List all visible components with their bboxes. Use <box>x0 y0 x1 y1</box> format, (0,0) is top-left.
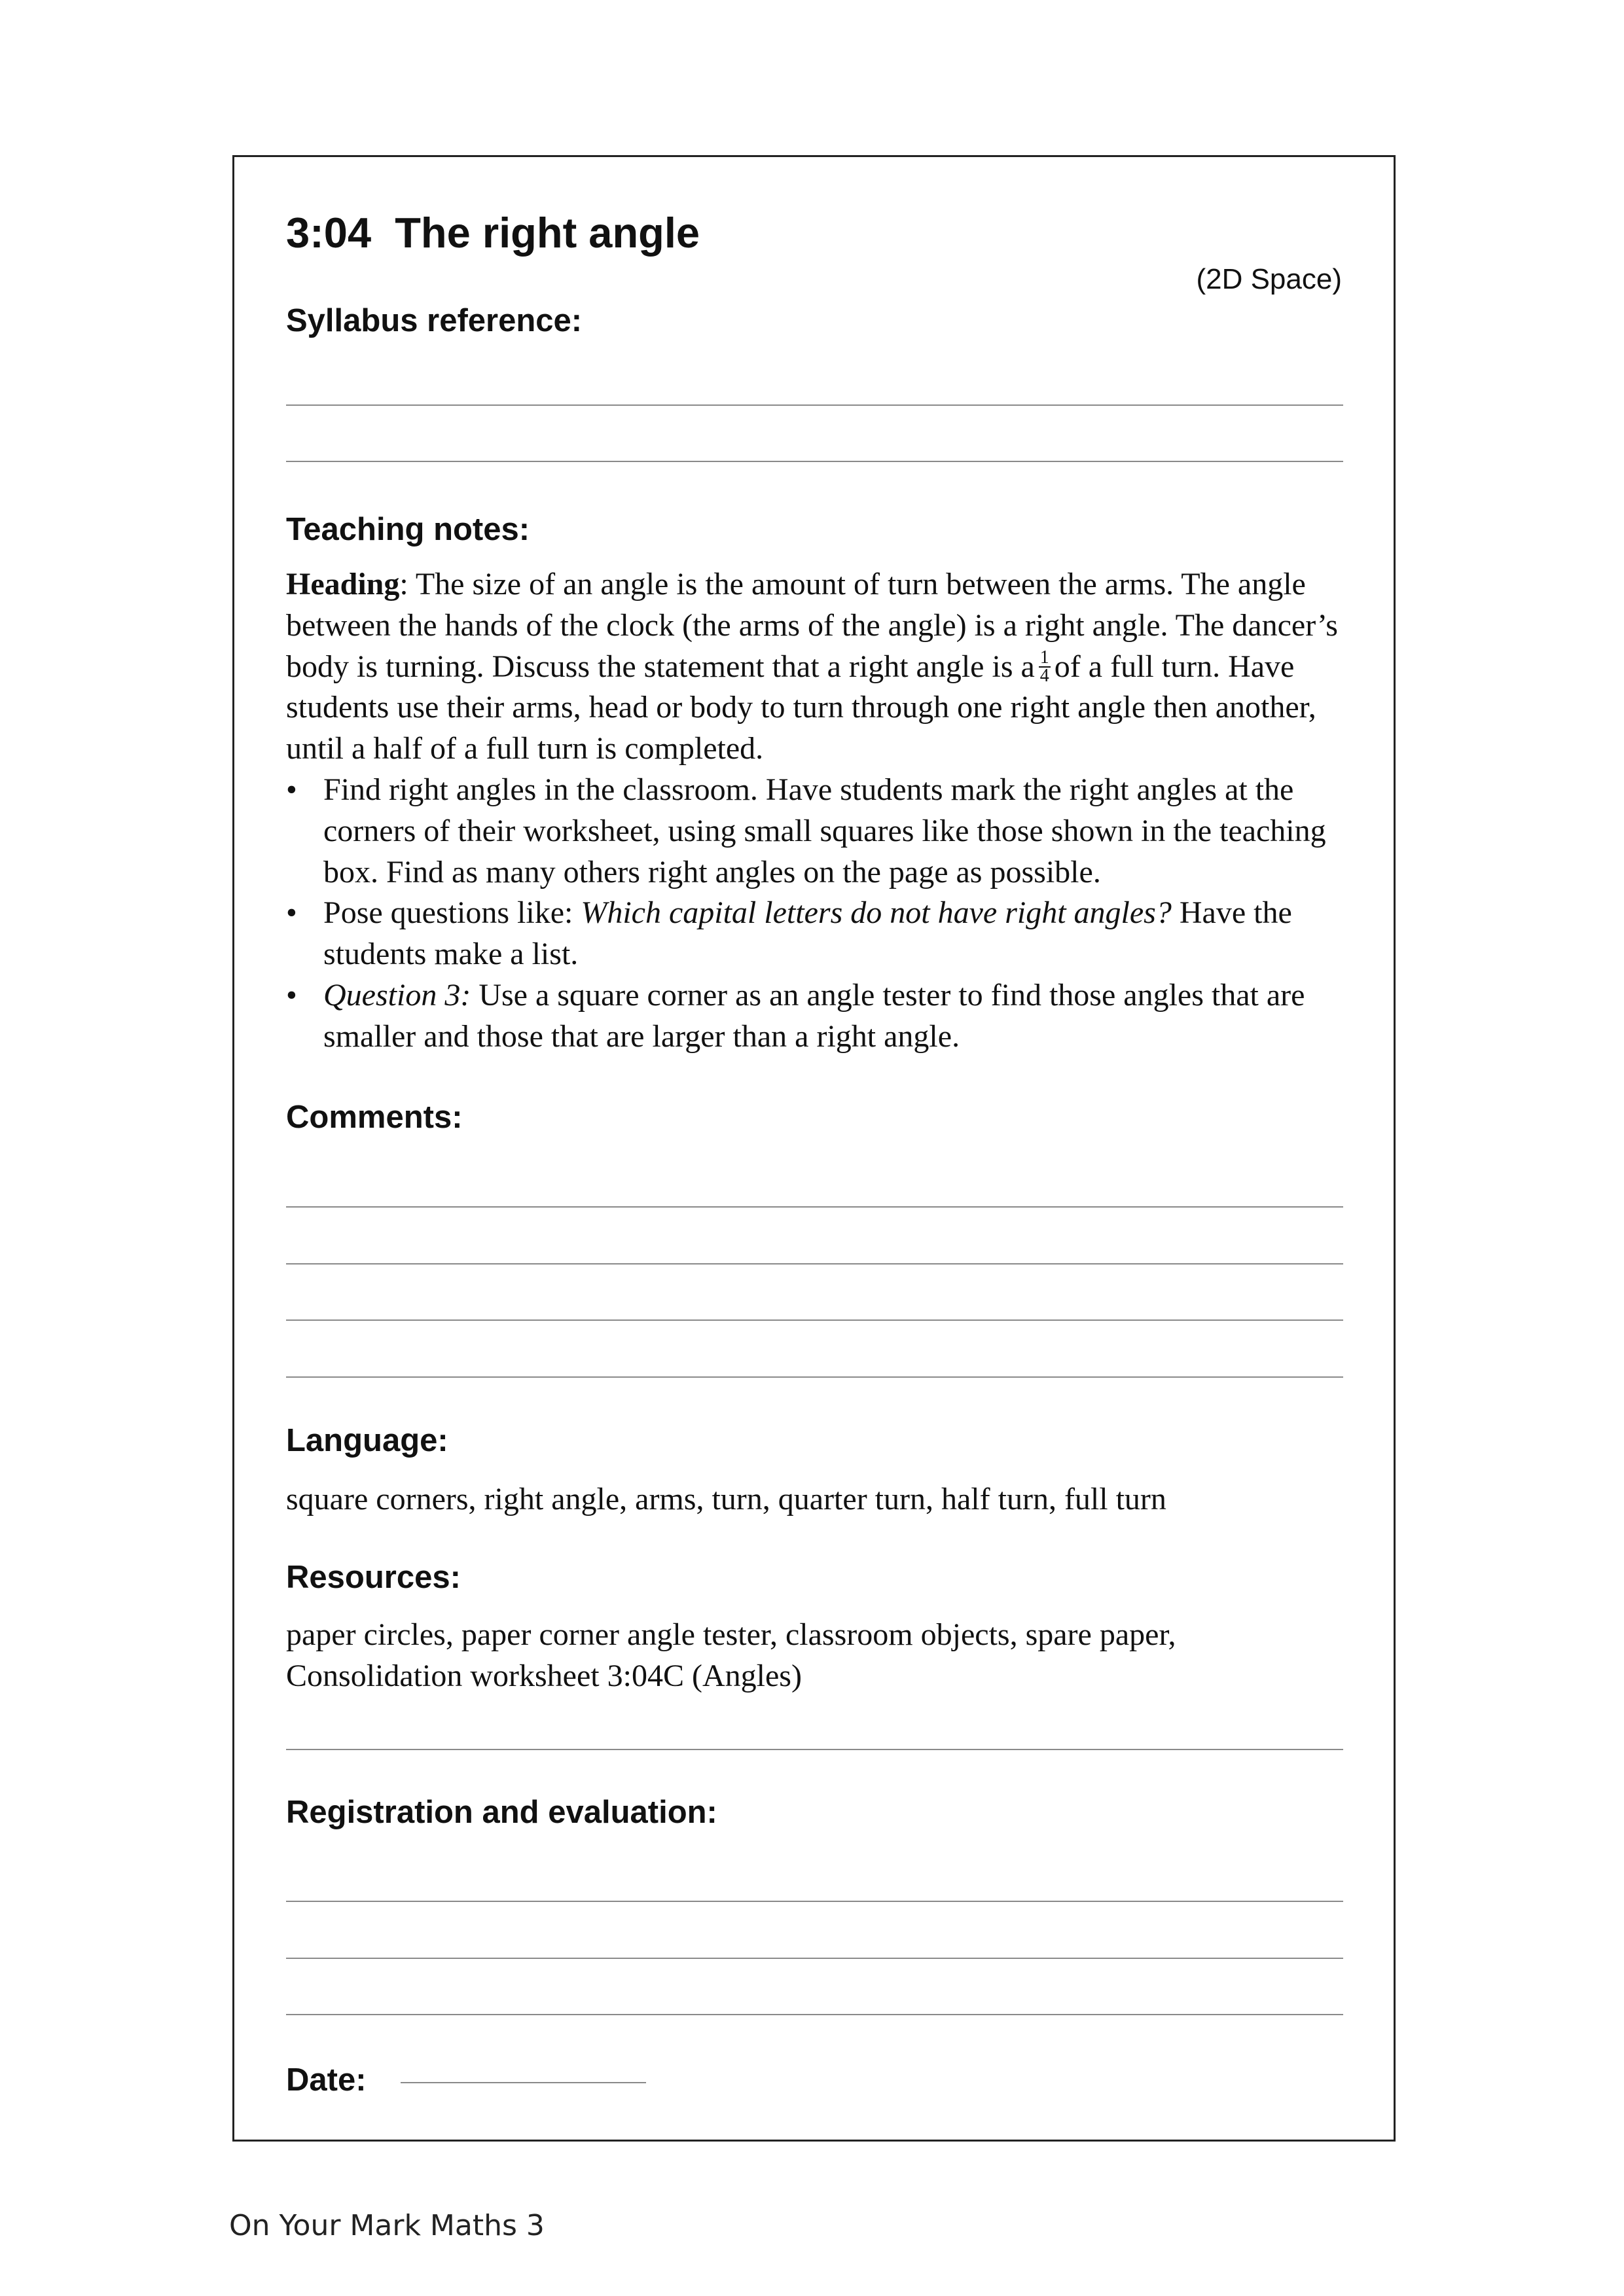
registration-line-1[interactable] <box>286 1901 1343 1902</box>
teaching-notes-heading: Teaching notes: <box>286 512 530 547</box>
registration-line-2[interactable] <box>286 1958 1343 1959</box>
heading-label: Heading <box>286 567 400 601</box>
teaching-paragraph <box>286 564 1346 770</box>
registration-line-3[interactable] <box>286 2014 1343 2015</box>
fraction-numerator: 1 <box>1039 647 1049 668</box>
page-frame <box>232 155 1396 2142</box>
syllabus-heading: Syllabus reference: <box>286 303 583 338</box>
bullet-item <box>286 893 1346 975</box>
bullet-text: Have the students make a list. <box>323 895 1292 972</box>
comments-line-3[interactable] <box>286 1319 1343 1321</box>
bullet-item <box>286 975 1346 1058</box>
resources-heading: Resources: <box>286 1560 461 1595</box>
topic-label: (2D Space) <box>1196 263 1342 295</box>
fraction-denominator: 4 <box>1039 665 1049 686</box>
question-reference: Question 3: <box>323 977 471 1013</box>
comments-line-1[interactable] <box>286 1206 1343 1208</box>
language-heading: Language: <box>286 1423 448 1458</box>
registration-heading: Registration and evaluation: <box>286 1795 717 1830</box>
language-text: square corners, right angle, arms, turn, quarter turn, half turn, full turn <box>286 1482 1166 1516</box>
comments-heading: Comments: <box>286 1100 463 1135</box>
teaching-notes-body <box>286 564 1346 1058</box>
comments-line-4[interactable] <box>286 1376 1343 1378</box>
bullet-text: Pose questions like: <box>323 895 581 931</box>
date-field[interactable] <box>401 2082 646 2083</box>
bullet-icon: • <box>286 772 297 807</box>
paragraph-part1: : The size of an angle is the amount of turn between the arms. The angle between the hands of the clock (the arms of the angle) is a right angle. The dancer’s body is turning. Discuss the statement that a right angle is a <box>286 567 1338 684</box>
bullet-icon: • <box>286 977 297 1013</box>
quarter-fraction <box>1039 649 1051 685</box>
comments-line-2[interactable] <box>286 1263 1343 1265</box>
resources-text: paper circles, paper corner angle tester, classroom objects, spare paper, Consolidation worksheet 3:04C (Angles) <box>286 1617 1176 1693</box>
page-title: 3:04 The right angle <box>286 209 700 257</box>
bullet-icon: • <box>286 895 297 931</box>
bullet-question: Which capital letters do not have right angles? <box>581 895 1172 931</box>
syllabus-line-2[interactable] <box>286 461 1343 462</box>
bullet-text: Find right angles in the classroom. Have students mark the right angles at the corners of their worksheet, using small squares like those shown in the teaching box. Find as many others right angles on the page as possible. <box>323 772 1326 889</box>
resources-line[interactable] <box>286 1749 1343 1750</box>
syllabus-line-1[interactable] <box>286 404 1343 406</box>
bullet-text: Use a square corner as an angle tester to find those angles that are smaller and those that are larger than a right angle. <box>323 977 1305 1054</box>
date-label: Date: <box>286 2062 367 2098</box>
bullet-item <box>286 770 1346 893</box>
footer-text: On Your Mark Maths 3 <box>229 2209 545 2242</box>
teaching-bullets <box>286 770 1346 1058</box>
paragraph-part2: of a full turn. Have students use their arms, head or body to turn through one right angle then another, until a half of a full turn is completed. <box>286 649 1316 766</box>
